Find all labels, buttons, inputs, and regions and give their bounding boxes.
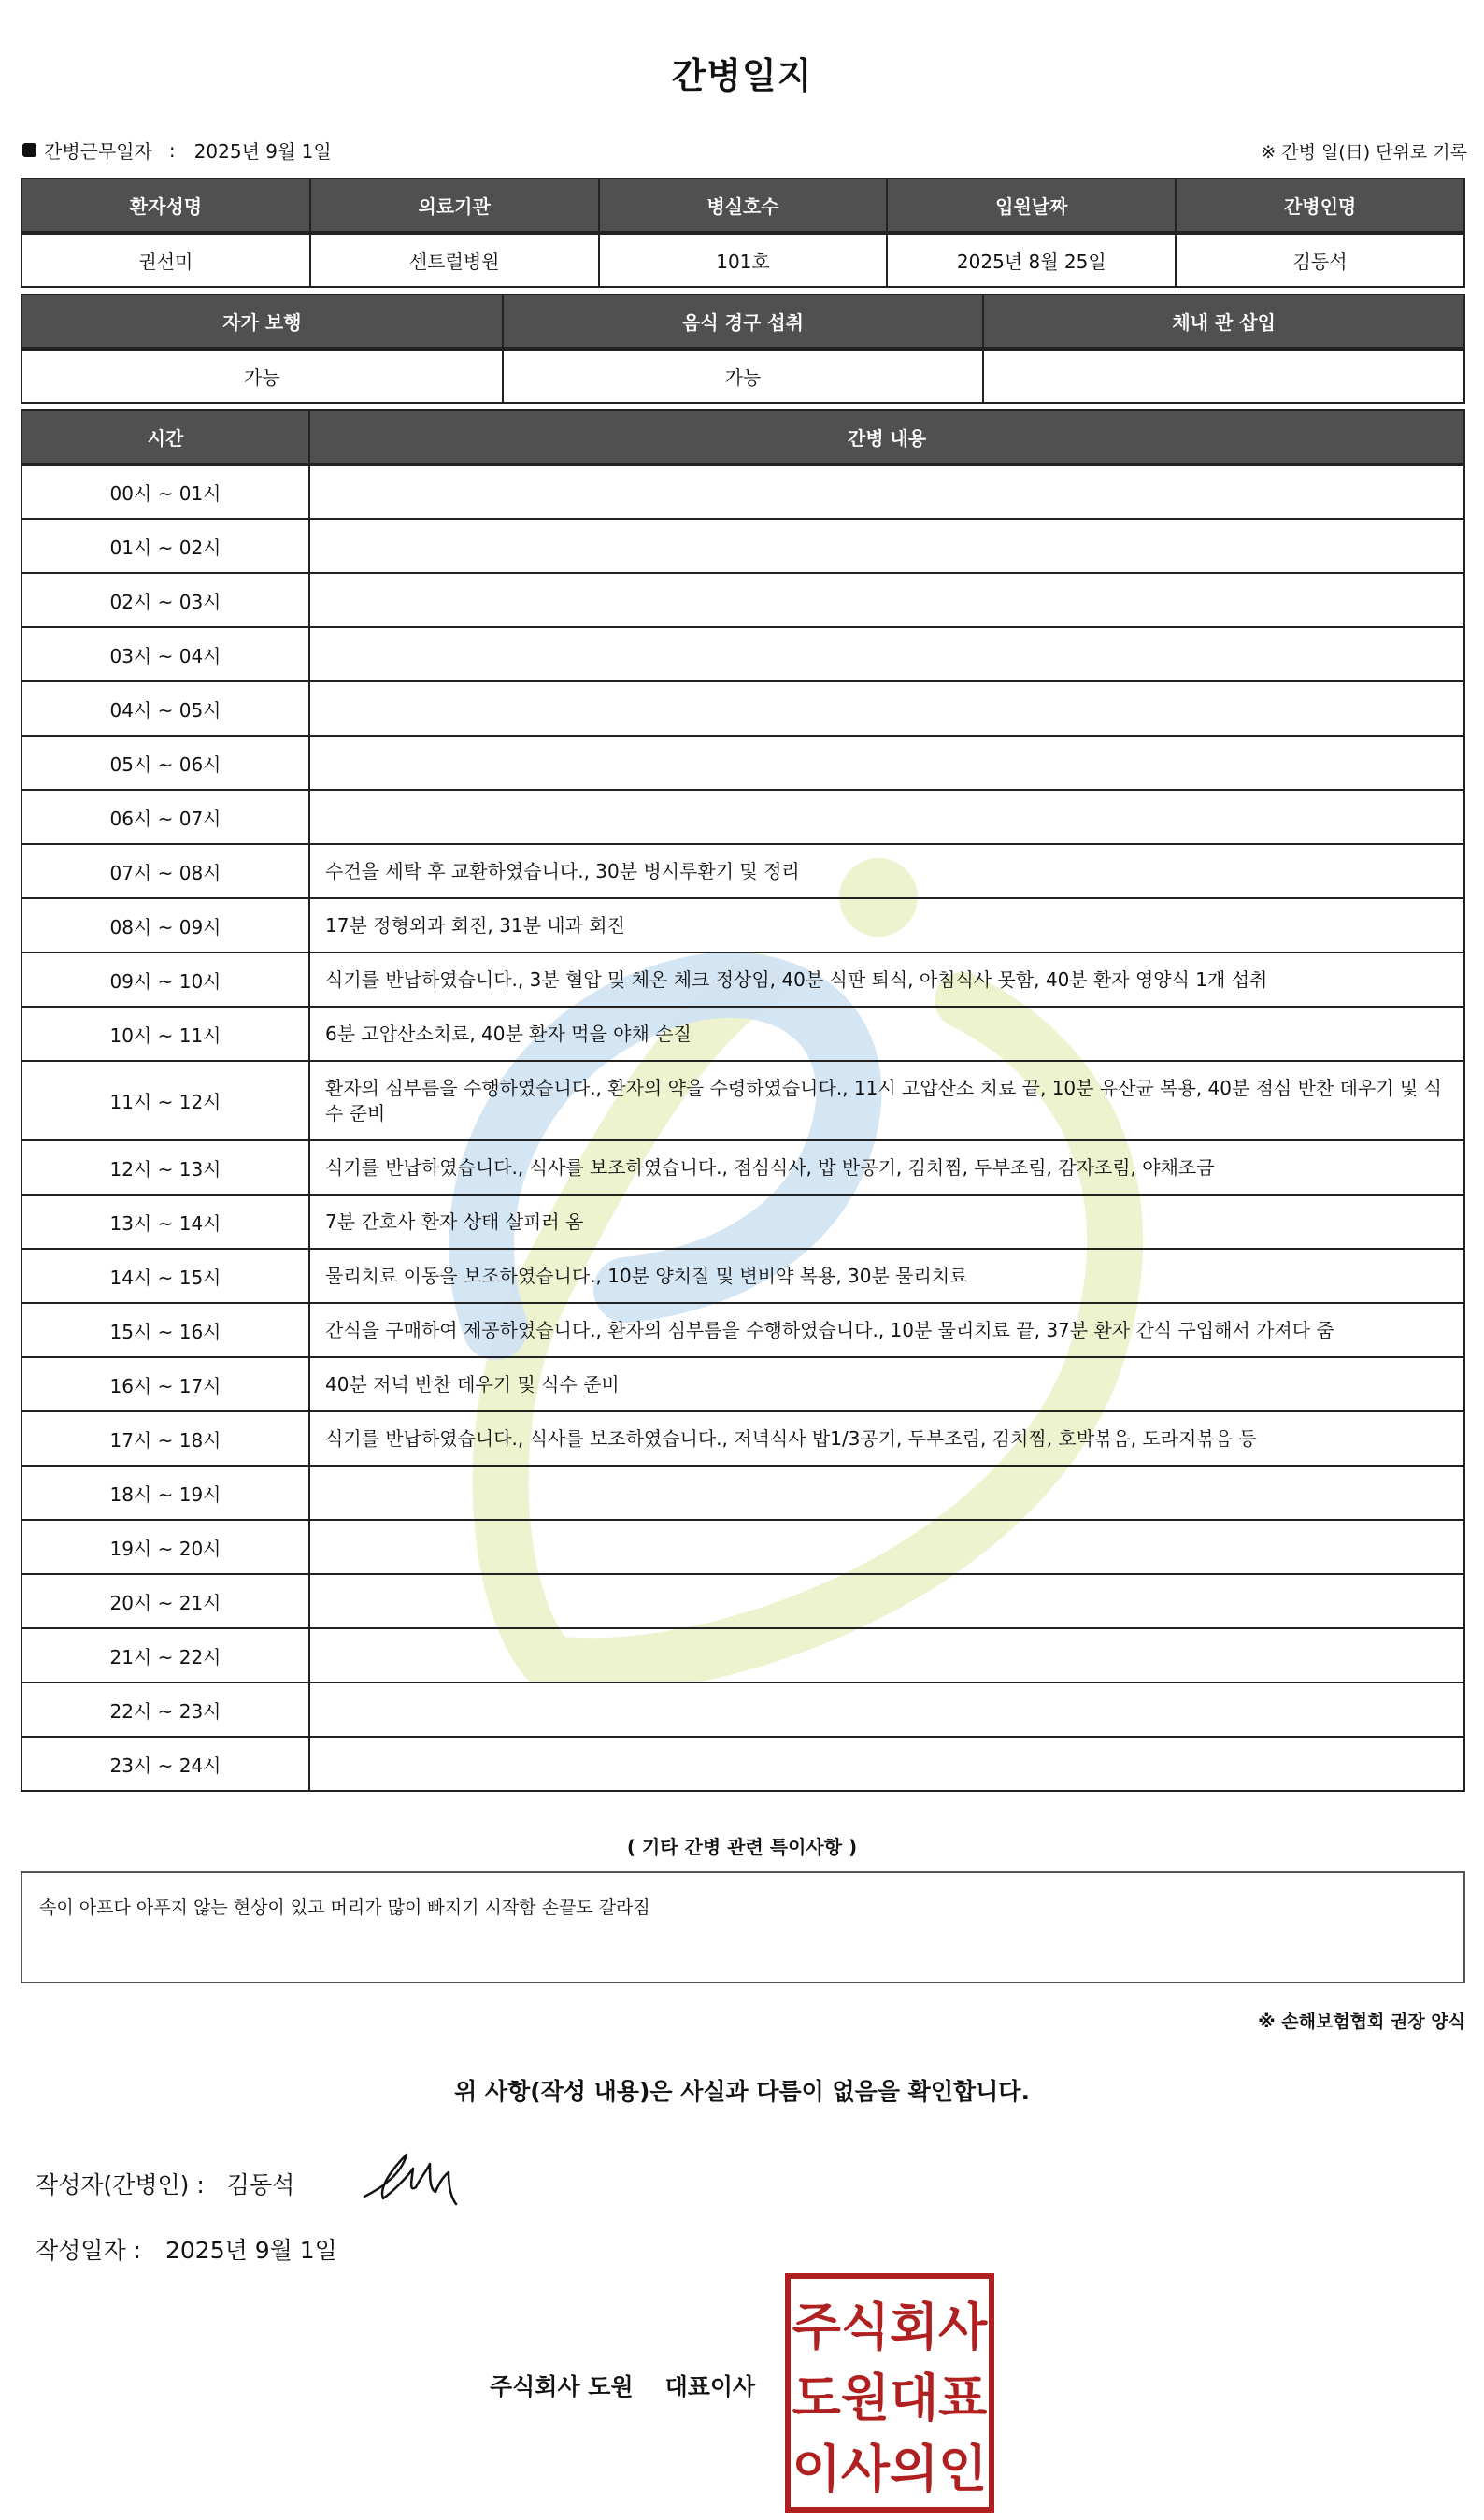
log-row [21,1357,1464,1411]
log-row [21,898,1464,952]
date-value: 2025년 9월 1일 [164,2237,337,2264]
log-content: 간식을 구매하여 제공하였습니다., 환자의 심부름을 수행하였습니다., 10분 물리치료 끝, 37분 환자 간식 구입해서 가져다 줌 [309,1303,1464,1357]
log-row [21,1737,1464,1791]
self-walking-value: 가능 [21,349,503,403]
patient-status-header-row [21,294,1464,349]
log-row [21,1303,1464,1357]
log-content: 환자의 심부름을 수행하였습니다., 환자의 약을 수령하였습니다., 11시 고압산소 치료 끝, 10분 유산균 복용, 40분 점심 반찬 데우기 및 식수 준비 [309,1061,1464,1140]
log-row [21,1061,1464,1140]
log-time: 01시 ~ 02시 [21,519,309,573]
patient-status-value-row [21,349,1464,403]
log-content: 17분 정형외과 회진, 31분 내과 회진 [309,898,1464,952]
work-date-label: 간병근무일자 [44,140,152,163]
log-content [309,1737,1464,1791]
log-content: 7분 간호사 환자 상태 살피러 옴 [309,1195,1464,1249]
notes-box: 속이 아프다 아푸지 않는 현상이 있고 머리가 많이 빠지기 시작함 손끝도 갈라짐 [21,1871,1465,1983]
patient-status-table [21,294,1465,404]
log-time: 23시 ~ 24시 [21,1737,309,1791]
log-content [309,519,1464,573]
header-hospital: 의료기관 [310,179,599,233]
company-line [490,2369,755,2402]
company-seal [785,2273,994,2513]
log-time: 10시 ~ 11시 [21,1007,309,1061]
writer-label: 작성자(간병인) : [36,2171,205,2198]
page-title: 간병일지 [671,55,813,96]
log-row [21,790,1464,844]
writer-line [36,2167,294,2200]
log-row [21,1520,1464,1574]
log-time: 17시 ~ 18시 [21,1411,309,1466]
log-row [21,1466,1464,1520]
log-time: 22시 ~ 23시 [21,1682,309,1737]
header-room: 병실호수 [599,179,888,233]
log-content [309,681,1464,736]
log-row [21,1682,1464,1737]
log-content [309,627,1464,681]
log-content: 물리치료 이동을 보조하였습니다., 10분 양치질 및 변비약 복용, 30분 물리치료 [309,1249,1464,1303]
care-log-header-row [21,410,1464,465]
tube-insertion-value [983,349,1464,403]
header-patient-name: 환자성명 [21,179,310,233]
header-care-content: 간병 내용 [309,410,1464,465]
caregiver-name: 김동석 [1176,233,1464,287]
log-time: 07시 ~ 08시 [21,844,309,898]
log-row [21,736,1464,790]
log-time: 11시 ~ 12시 [21,1061,309,1140]
patient-name: 권선미 [21,233,310,287]
log-content [309,736,1464,790]
log-time: 08시 ~ 09시 [21,898,309,952]
ceo-label: 대표이사 [664,2373,756,2400]
log-row [21,1628,1464,1682]
log-time: 05시 ~ 06시 [21,736,309,790]
log-content [309,1466,1464,1520]
log-time: 09시 ~ 10시 [21,952,309,1007]
log-content [309,465,1464,519]
log-time: 14시 ~ 15시 [21,1249,309,1303]
date-line [36,2232,337,2266]
notes-title: ( 기타 간병 관련 특이사항 ) [626,1836,858,1858]
log-time: 02시 ~ 03시 [21,573,309,627]
oral-intake-value: 가능 [503,349,984,403]
log-content: 수건을 세탁 후 교환하였습니다., 30분 병시루환기 및 정리 [309,844,1464,898]
work-date-value: 2025년 9월 1일 [193,140,332,163]
seal-line-1: 주식회사 [792,2298,988,2356]
log-content [309,790,1464,844]
bullet-icon [22,143,36,157]
patient-info-value-row [21,233,1464,287]
work-date [22,136,332,164]
log-content [309,1520,1464,1574]
signature-image [355,2141,467,2215]
header-time: 시간 [21,410,309,465]
seal-graphic [791,2279,989,2507]
log-time: 04시 ~ 05시 [21,681,309,736]
log-row [21,844,1464,898]
log-row [21,627,1464,681]
log-row [21,952,1464,1007]
hospital-name: 센트럴병원 [310,233,599,287]
log-content [309,1574,1464,1628]
log-row [21,1007,1464,1061]
header-oral-intake: 음식 경구 섭취 [503,294,984,349]
log-time: 21시 ~ 22시 [21,1628,309,1682]
header-caregiver: 간병인명 [1176,179,1464,233]
record-note: ※ 간병 일(日) 단위로 기록 [1261,142,1467,163]
log-row [21,1140,1464,1195]
log-time: 13시 ~ 14시 [21,1195,309,1249]
footnote: ※ 손해보험협회 권장 양식 [1258,2012,1465,2032]
confirm-statement: 위 사항(작성 내용)은 사실과 다름이 없음을 확인합니다. [454,2078,1030,2105]
log-row [21,1195,1464,1249]
log-time: 00시 ~ 01시 [21,465,309,519]
log-time: 06시 ~ 07시 [21,790,309,844]
patient-info-table [21,178,1465,288]
log-content: 40분 저녁 반찬 데우기 및 식수 준비 [309,1357,1464,1411]
admission-date: 2025년 8월 25일 [887,233,1176,287]
log-content [309,1628,1464,1682]
log-time: 16시 ~ 17시 [21,1357,309,1411]
log-row [21,1574,1464,1628]
log-row [21,519,1464,573]
log-row [21,465,1464,519]
header-tube-insertion: 체내 관 삽입 [983,294,1464,349]
seal-line-3: 이사의인 [792,2440,988,2499]
company-name: 주식회사 도원 [490,2373,634,2400]
log-content [309,573,1464,627]
writer-name: 김동석 [226,2171,295,2198]
log-row [21,1411,1464,1466]
log-time: 20시 ~ 21시 [21,1574,309,1628]
log-time: 19시 ~ 20시 [21,1520,309,1574]
log-content: 식기를 반납하였습니다., 3분 혈압 및 체온 체크 정상임, 40분 식판 퇴식, 아침식사 못함, 40분 환자 영양식 1개 섭취 [309,952,1464,1007]
header-admission-date: 입원날짜 [887,179,1176,233]
log-time: 15시 ~ 16시 [21,1303,309,1357]
log-row [21,573,1464,627]
work-date-separator: : [168,138,176,162]
log-time: 18시 ~ 19시 [21,1466,309,1520]
log-time: 03시 ~ 04시 [21,627,309,681]
log-content: 식기를 반납하였습니다., 식사를 보조하였습니다., 저녁식사 밥1/3공기, 두부조림, 김치찜, 호박볶음, 도라지볶음 등 [309,1411,1464,1466]
patient-info-header-row [21,179,1464,233]
seal-line-2: 도원대표 [792,2369,988,2427]
care-log-table [21,409,1465,1792]
date-label: 작성일자 : [36,2237,141,2264]
room-number: 101호 [599,233,888,287]
header-self-walking: 자가 보행 [21,294,503,349]
log-row [21,1249,1464,1303]
log-content: 식기를 반납하였습니다., 식사를 보조하였습니다., 점심식사, 밥 반공기, 김치찜, 두부조림, 감자조림, 야채조금 [309,1140,1464,1195]
log-row [21,681,1464,736]
log-content: 6분 고압산소치료, 40분 환자 먹을 야채 손질 [309,1007,1464,1061]
log-time: 12시 ~ 13시 [21,1140,309,1195]
log-content [309,1682,1464,1737]
